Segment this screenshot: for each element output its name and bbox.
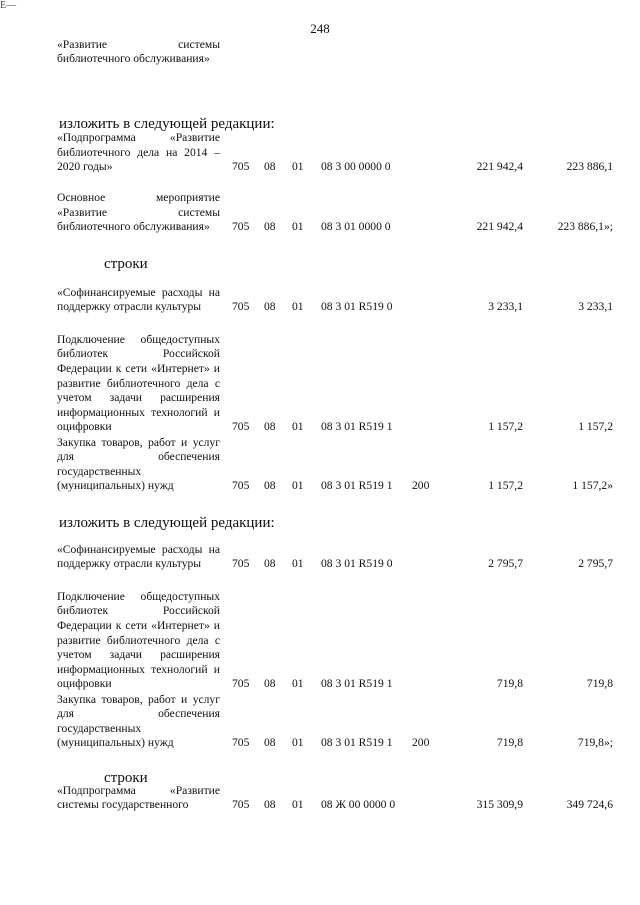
row-name: Подключение общедоступных библиотек Российской Федерации к сети «Интернет» и развитие библиотечного дела с учетом задачи расширения информационных технологий и оцифровки xyxy=(57,589,220,691)
amount-year-2: 223 886,1 xyxy=(566,160,613,174)
ministry-code: 705 xyxy=(232,220,250,234)
amount-year-1: 2 795,7 xyxy=(488,557,523,571)
row-name: Закупка товаров, работ и услуг для обеспечения государственных (муниципальных) нужд xyxy=(57,435,220,493)
section-code: 08 xyxy=(264,798,276,812)
corner-mark: Е— xyxy=(0,0,17,11)
table-row xyxy=(0,435,640,493)
table-row xyxy=(0,191,640,234)
subsection-code: 01 xyxy=(292,220,304,234)
amount-year-1: 1 157,2 xyxy=(488,479,523,493)
row-name: «Софинансируемые расходы на поддержку отрасли культуры xyxy=(57,542,220,571)
target-article-code: 08 3 01 R519 1 xyxy=(321,736,393,750)
section-code: 08 xyxy=(264,736,276,750)
row-name: «Развитие системы библиотечного обслуживания» xyxy=(57,37,220,66)
ministry-code: 705 xyxy=(232,479,250,493)
target-article-code: 08 3 01 R519 1 xyxy=(321,479,393,493)
amount-year-1: 315 309,9 xyxy=(476,798,523,812)
subsection-code: 01 xyxy=(292,420,304,434)
ministry-code: 705 xyxy=(232,677,250,691)
amount-year-1: 221 942,4 xyxy=(476,160,523,174)
section-code: 08 xyxy=(264,677,276,691)
amount-year-1: 221 942,4 xyxy=(476,220,523,234)
section-code: 08 xyxy=(264,557,276,571)
amount-year-1: 1 157,2 xyxy=(488,420,523,434)
section-code: 08 xyxy=(264,479,276,493)
table-row xyxy=(0,332,640,434)
subsection-code: 01 xyxy=(292,677,304,691)
row-name: «Подпрограмма «Развитие библиотечного дела на 2014 – 2020 годы» xyxy=(57,131,220,174)
table-row xyxy=(0,131,640,174)
section-code: 08 xyxy=(264,420,276,434)
row-name: Основное мероприятие «Развитие системы библиотечного обслуживания» xyxy=(57,191,220,234)
table-row xyxy=(0,37,640,66)
subsection-code: 01 xyxy=(292,736,304,750)
row-name: Закупка товаров, работ и услуг для обеспечения государственных (муниципальных) нужд xyxy=(57,692,220,750)
row-name: Подключение общедоступных библиотек Российской Федерации к сети «Интернет» и развитие библиотечного дела с учетом задачи расширения информационных технологий и оцифровки xyxy=(57,332,220,434)
ministry-code: 705 xyxy=(232,420,250,434)
amount-year-1: 719,8 xyxy=(496,677,523,691)
amount-year-2: 719,8 xyxy=(586,677,613,691)
expense-type-code: 200 xyxy=(412,736,430,750)
lines-heading: строки xyxy=(104,256,148,272)
table-row xyxy=(0,692,640,750)
ministry-code: 705 xyxy=(232,160,250,174)
amount-year-1: 719,8 xyxy=(496,736,523,750)
ministry-code: 705 xyxy=(232,798,250,812)
amount-year-2: 1 157,2 xyxy=(578,420,613,434)
subsection-code: 01 xyxy=(292,160,304,174)
amount-year-2: 349 724,6 xyxy=(566,798,613,812)
page-number: 248 xyxy=(310,21,330,36)
target-article-code: 08 3 01 R519 0 xyxy=(321,300,393,314)
amount-year-1: 3 233,1 xyxy=(488,300,523,314)
table-row xyxy=(0,589,640,691)
row-name: «Софинансируемые расходы на поддержку отрасли культуры xyxy=(57,285,220,314)
amount-year-2: 1 157,2» xyxy=(572,479,613,493)
ministry-code: 705 xyxy=(232,557,250,571)
section-code: 08 xyxy=(264,160,276,174)
subsection-code: 01 xyxy=(292,300,304,314)
amendment-heading: изложить в следующей редакции: xyxy=(59,515,275,531)
target-article-code: 08 3 01 R519 1 xyxy=(321,420,393,434)
amendment-heading: изложить в следующей редакции: xyxy=(59,116,275,132)
amount-year-2: 223 886,1»; xyxy=(557,220,613,234)
target-article-code: 08 3 00 0000 0 xyxy=(321,160,391,174)
table-row xyxy=(0,783,640,812)
target-article-code: 08 3 01 R519 0 xyxy=(321,557,393,571)
table-row xyxy=(0,285,640,314)
subsection-code: 01 xyxy=(292,479,304,493)
amount-year-2: 719,8»; xyxy=(577,736,613,750)
section-code: 08 xyxy=(264,300,276,314)
expense-type-code: 200 xyxy=(412,479,430,493)
table-row xyxy=(0,542,640,571)
target-article-code: 08 3 01 0000 0 xyxy=(321,220,391,234)
subsection-code: 01 xyxy=(292,798,304,812)
lines-heading: строки xyxy=(104,770,148,786)
amount-year-2: 2 795,7 xyxy=(578,557,613,571)
subsection-code: 01 xyxy=(292,557,304,571)
ministry-code: 705 xyxy=(232,736,250,750)
target-article-code: 08 Ж 00 0000 0 xyxy=(321,798,396,812)
ministry-code: 705 xyxy=(232,300,250,314)
amount-year-2: 3 233,1 xyxy=(578,300,613,314)
section-code: 08 xyxy=(264,220,276,234)
row-name: «Подпрограмма «Развитие системы государственного xyxy=(57,783,220,812)
target-article-code: 08 3 01 R519 1 xyxy=(321,677,393,691)
